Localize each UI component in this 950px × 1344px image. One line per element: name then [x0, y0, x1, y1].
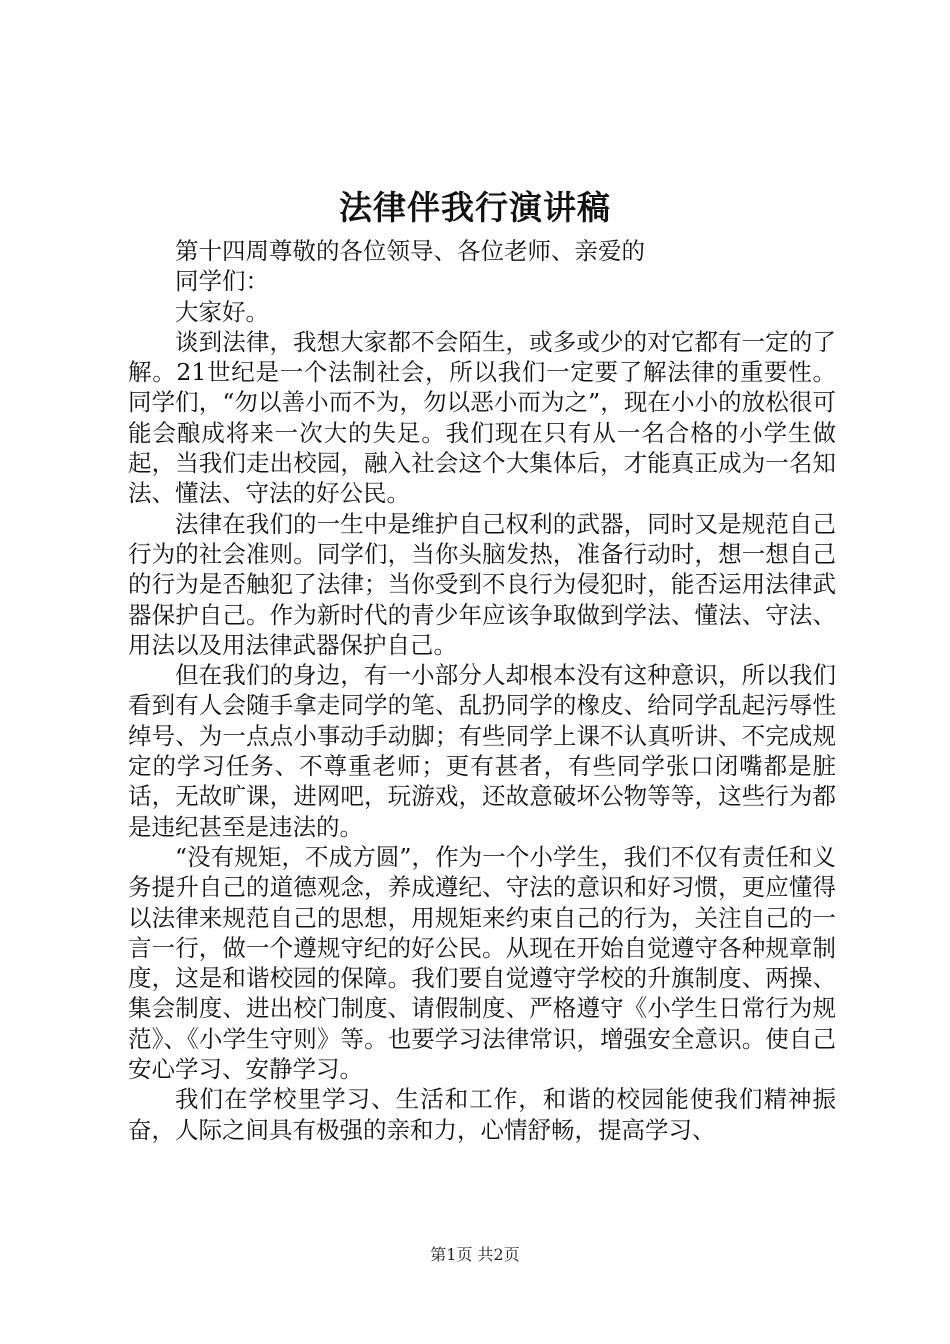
paragraph-greeting: 大家好。 — [175, 297, 269, 326]
page-footer: 第1页 共2页 — [430, 1245, 520, 1264]
paragraph-body: 但在我们的身边，有一小部分人却根本没有这种意识，所以我们看到有人会随手拿走同学的笔、乱扔同学的橡皮、给同学乱起污辱性绰号、为一点点小事动手动脚；有些同学上课不认真听讲、不完成规定的学习任务、不尊重老师；更有甚者，有些同学张口闭嘴都是脏话，无故旷课，进网吧，玩游戏，还故意破坏公物等等，这些行为都是违纪甚至是违法的。 — [128, 661, 836, 841]
paragraph-body: 谈到法律，我想大家都不会陌生，或多或少的对它都有一定的了解。21世纪是一个法制社会，所以我们一定要了解法律的重要性。同学们，“勿以善小而不为，勿以恶小而为之”，现在小小的放松很可能会酿成将来一次大的失足。我们现在只有从一名合格的小学生做起，当我们走出校园，融入社会这个大集体后，才能真正成为一名知法、懂法、守法的好公民。 — [128, 327, 836, 508]
paragraph-body: 法律在我们的一生中是维护自己权利的武器，同时又是规范自己行为的社会准则。同学们，当你头脑发热，准备行动时，想一想自己的行为是否触犯了法律；当你受到不良行为侵犯时，能否运用法律武器保护自己。作为新时代的青少年应该争取做到学法、懂法、守法、用法以及用法律武器保护自己。 — [128, 509, 836, 659]
document-body — [128, 236, 836, 1145]
document-title: 法律伴我行演讲稿 — [339, 188, 611, 227]
paragraph-salutation-continued: 同学们： — [175, 267, 269, 296]
paragraph-body: 我们在学校里学习、生活和工作，和谐的校园能使我们精神振奋，人际之间具有极强的亲和力，心情舒畅，提高学习、 — [128, 1085, 836, 1144]
paragraph-salutation: 第十四周尊敬的各位领导、各位老师、亲爱的 — [175, 237, 645, 265]
paragraph-body: “没有规矩，不成方圆”，作为一个小学生，我们不仅有责任和义务提升自己的道德观念，养成遵纪、守法的意识和好习惯，更应懂得以法律来规范自己的思想，用规矩来约束自己的行为，关注自己的一言一行，做一个遵规守纪的好公民。从现在开始自觉遵守各种规章制度，这是和谐校园的保障。我们要自觉遵守学校的升旗制度、两操、集会制度、进出校门制度、请假制度、严格遵守《小学生日常行为规范》、《小学生守则》等。也要学习法律常识，增强安全意识。使自己安心学习、安静学习。 — [128, 842, 836, 1084]
